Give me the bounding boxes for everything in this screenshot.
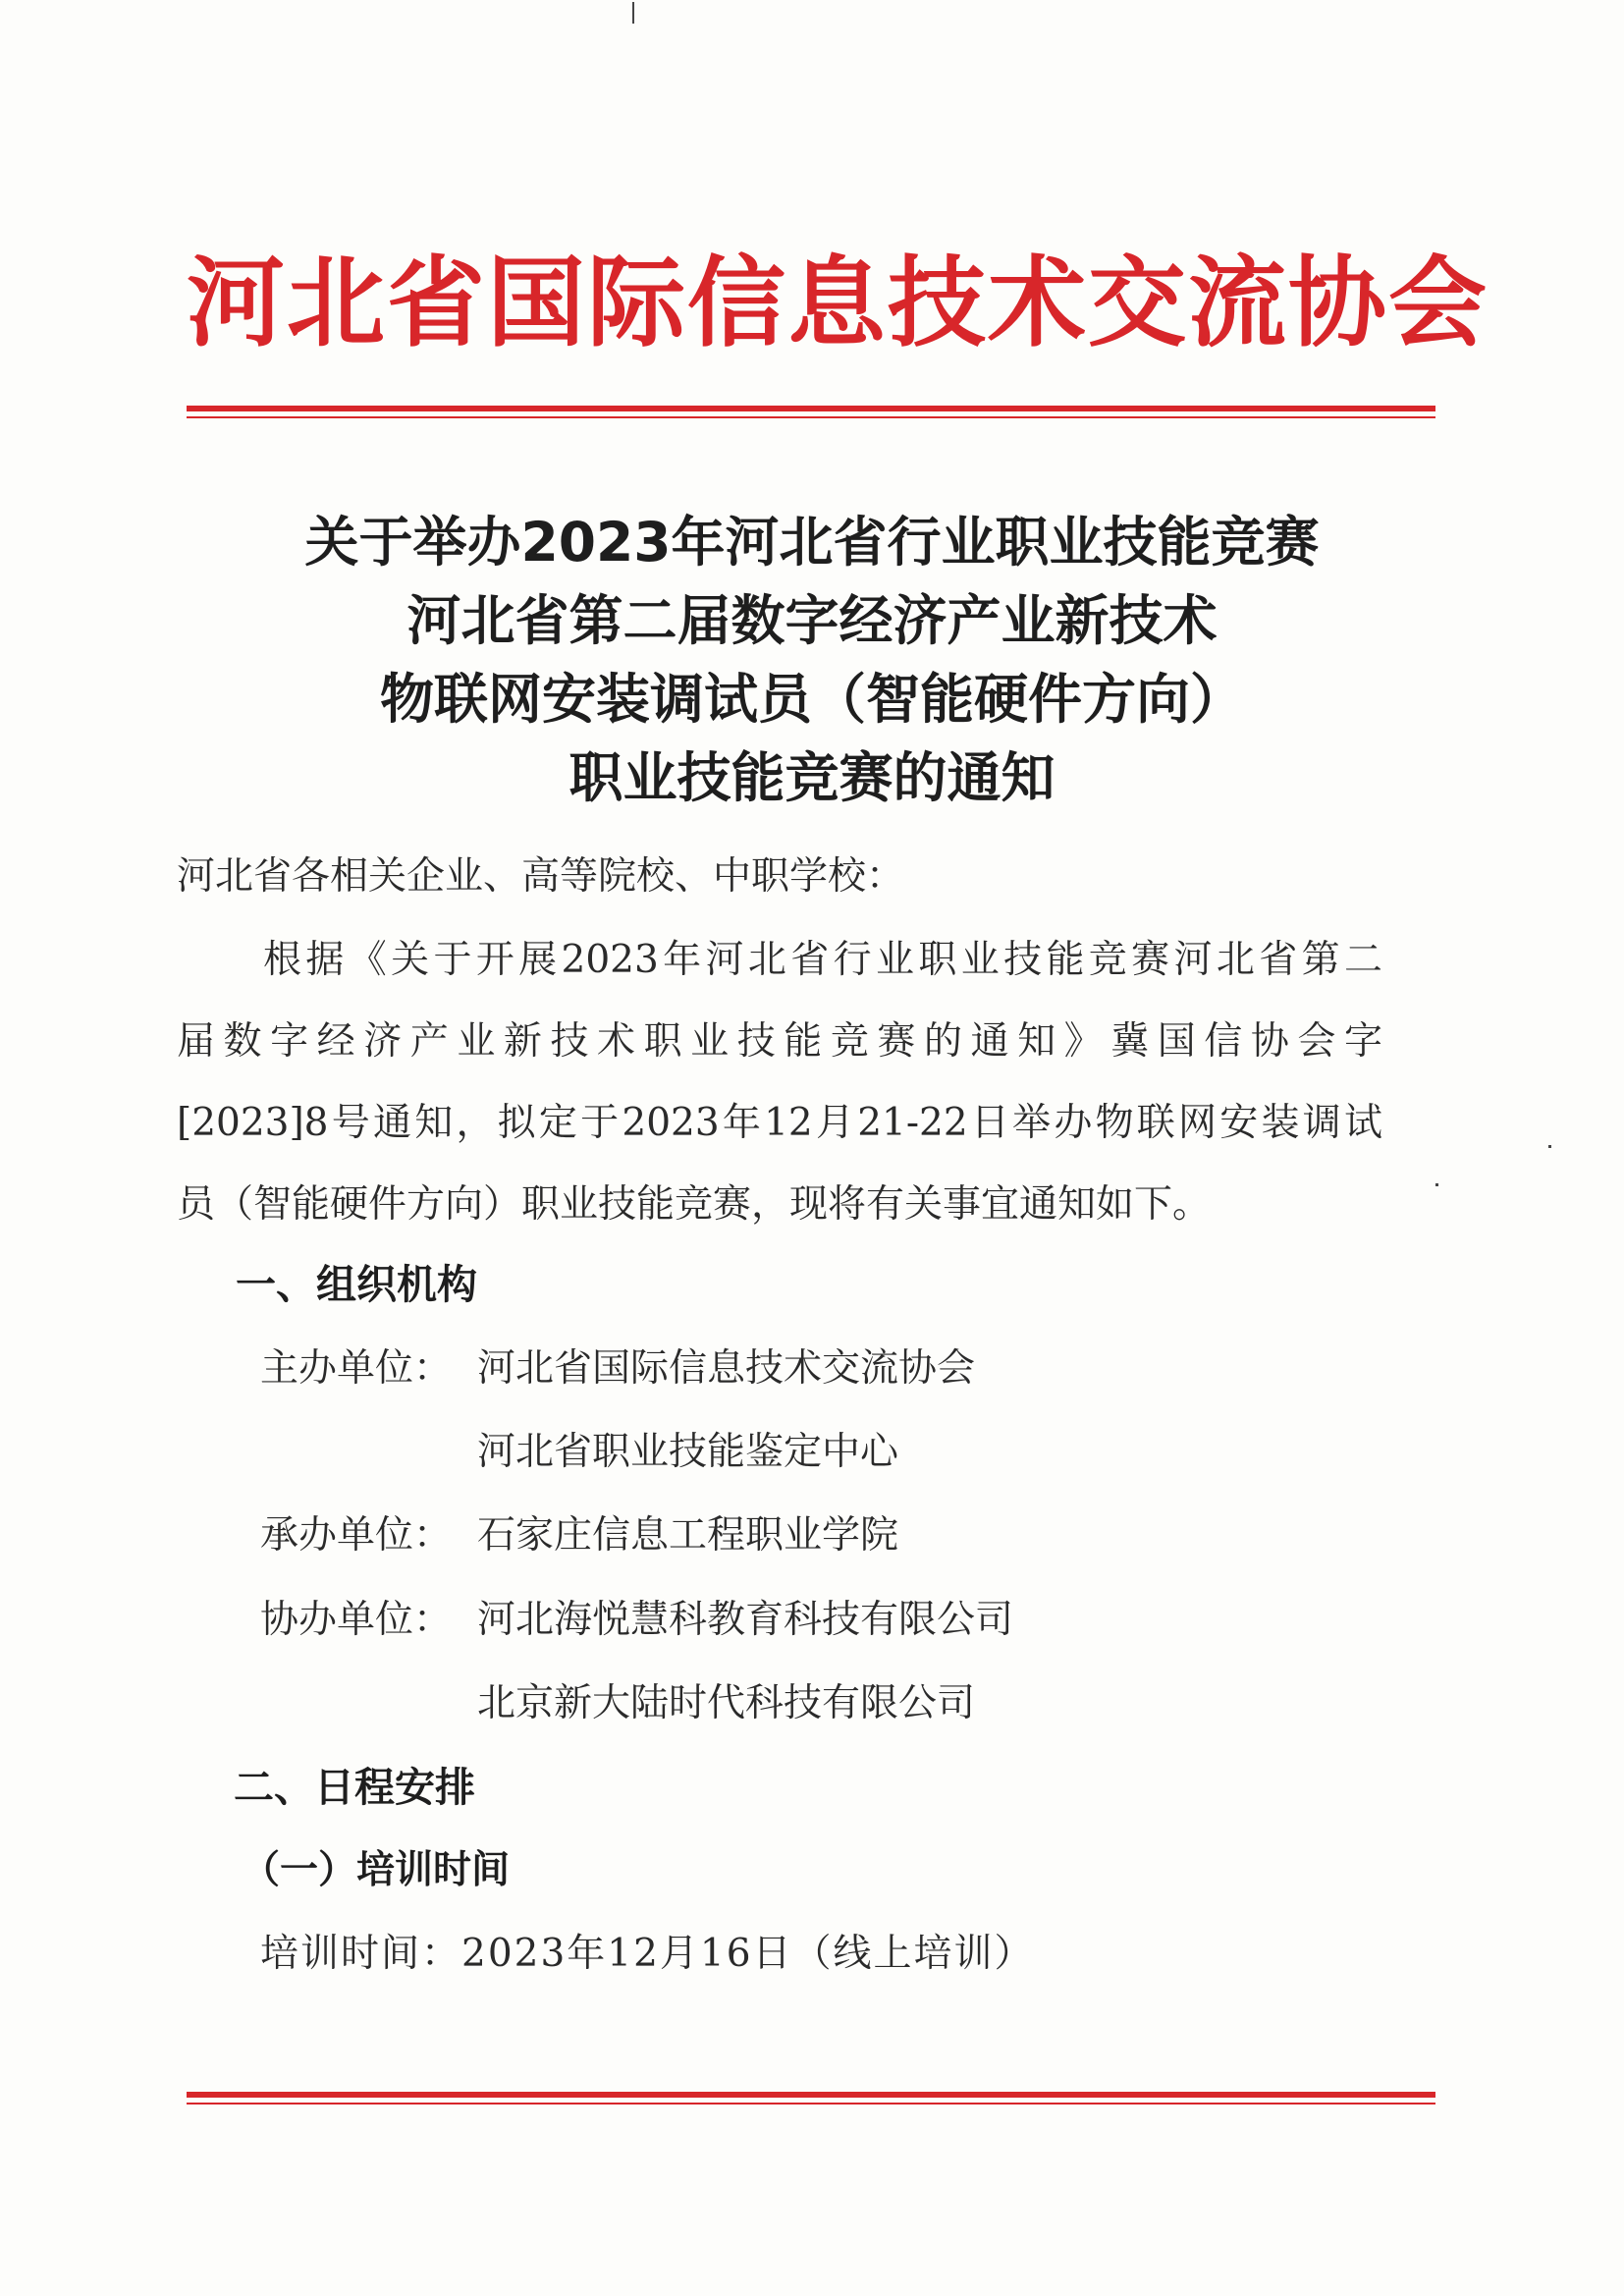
intro-line: 届数字经济产业新技术职业技能竞赛的通知》冀国信协会字 [177, 1019, 1382, 1064]
salutation: 河北省各相关企业、高等院校、中职学校： [177, 854, 905, 899]
co-organizer-label: 协办单位： [260, 1598, 453, 1642]
host-value: 石家庄信息工程职业学院 [477, 1513, 899, 1558]
organizer-value: 河北省职业技能鉴定中心 [477, 1430, 899, 1474]
intro-line: [2023]8号通知，拟定于2023年12月21-22日举办物联网安装调试 [177, 1101, 1382, 1145]
organization-letterhead: 河北省国际信息技术交流协会 [187, 245, 1489, 360]
title-line: 职业技能竞赛的通知 [568, 746, 1056, 809]
scan-speck [1435, 1183, 1438, 1186]
footer-divider [187, 2092, 1435, 2105]
co-organizer-value: 河北海悦慧科教育科技有限公司 [477, 1598, 1014, 1642]
organizer-label: 主办单位： [260, 1346, 453, 1391]
sub-heading-training-time: （一）培训时间 [242, 1848, 511, 1892]
intro-line: 根据《关于开展2023年河北省行业职业技能竞赛河北省第二 [263, 938, 1382, 982]
title-line: 物联网安装调试员（智能硬件方向） [379, 668, 1244, 731]
host-label: 承办单位： [260, 1513, 453, 1558]
co-organizer-value: 北京新大陆时代科技有限公司 [477, 1681, 976, 1725]
title-line: 河北省第二届数字经济产业新技术 [406, 589, 1218, 652]
organizer-value: 河北省国际信息技术交流协会 [477, 1346, 976, 1391]
training-time-line: 培训时间：2023年12月16日（线上培训） [260, 1932, 1035, 1976]
scan-speck [632, 2, 634, 24]
section-heading-organization: 一、组织机构 [236, 1261, 477, 1308]
letterhead-divider-top [187, 406, 1435, 418]
title-line: 关于举办2023年河北省行业职业技能竞赛 [304, 511, 1320, 574]
intro-line: 员（智能硬件方向）职业技能竞赛，现将有关事宜通知如下。 [177, 1182, 1212, 1227]
section-heading-schedule: 二、日程安排 [234, 1764, 475, 1811]
scan-speck [1548, 1145, 1551, 1148]
document-title [187, 503, 1437, 817]
